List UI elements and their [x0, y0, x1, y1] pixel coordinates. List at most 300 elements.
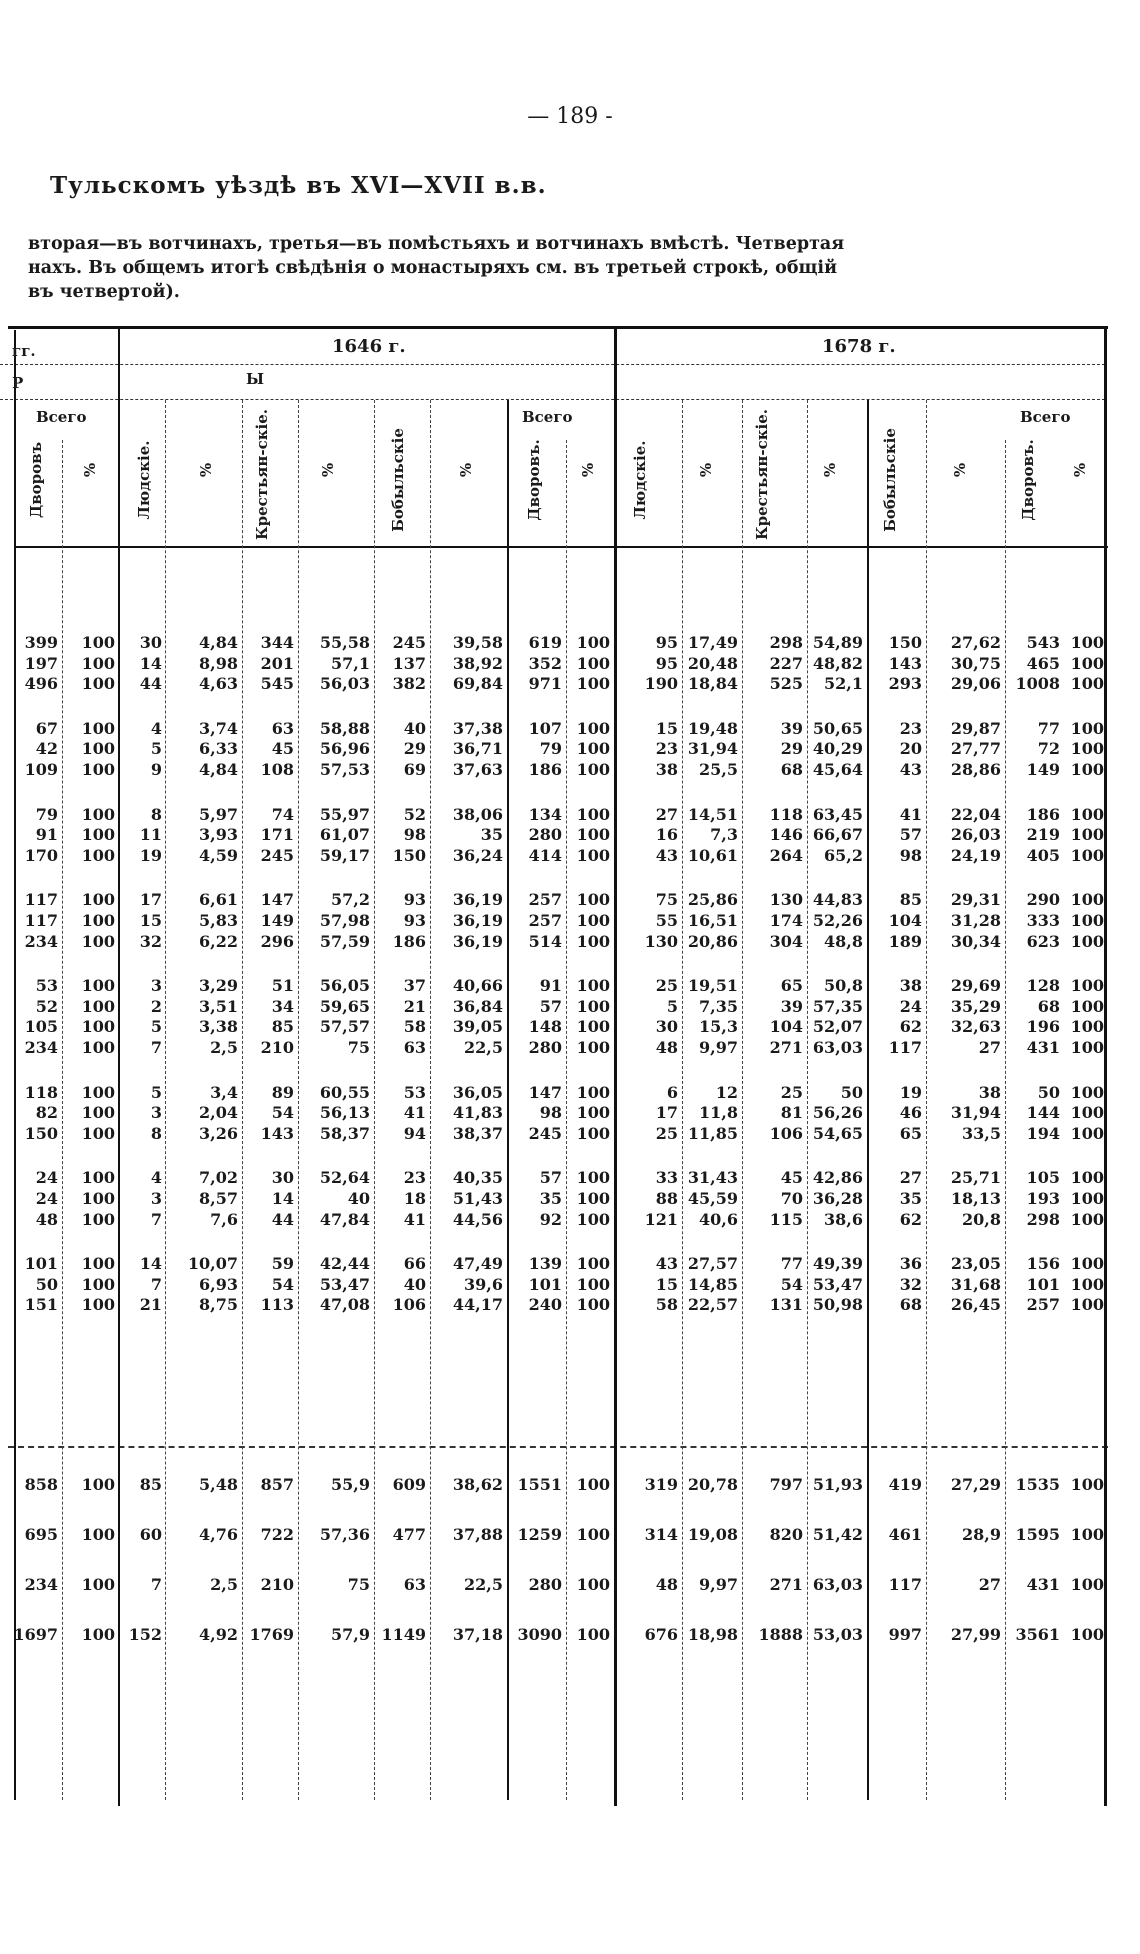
table-cell: 94 — [403, 1123, 426, 1143]
table-cell: 34 — [271, 996, 294, 1016]
year-1678-heading: 1678 г. — [822, 336, 896, 357]
table-cell: 100 — [576, 674, 610, 694]
total-cell: 117 — [888, 1575, 922, 1594]
table-cell: 3,4 — [210, 1082, 238, 1102]
table-cell: 39,6 — [464, 1274, 503, 1294]
table-cell: 11,85 — [687, 1123, 738, 1143]
header-percent: % — [319, 462, 337, 478]
table-cell: 117 — [24, 890, 58, 910]
table-cell: 117 — [888, 1038, 922, 1057]
table-cell: 144 — [1026, 1103, 1060, 1123]
table-cell: 36,05 — [452, 1082, 503, 1102]
table-cell: 100 — [81, 1189, 115, 1208]
table-cell: 290 — [1026, 890, 1060, 910]
table-cell: 55,97 — [319, 804, 370, 824]
table-cell: 20 — [899, 739, 922, 759]
table-cell: 88 — [655, 1189, 678, 1208]
table-cell: 33,5 — [962, 1123, 1001, 1143]
table-cell: 39 — [780, 718, 803, 738]
table-cell: 25 — [655, 1123, 678, 1143]
table-cell: 7,35 — [699, 996, 738, 1016]
table-cell: 23,05 — [950, 1254, 1001, 1274]
table-cell: 100 — [1070, 1017, 1104, 1037]
total-cell: 857 — [260, 1475, 294, 1494]
table-cell: 91 — [35, 825, 58, 845]
table-cell: 100 — [1070, 890, 1104, 910]
table-cell: 100 — [576, 1254, 610, 1274]
table-cell: 53 — [35, 976, 58, 996]
total-cell: 37,88 — [452, 1525, 503, 1544]
header-divider — [0, 364, 1105, 365]
header-r-label: Р — [12, 374, 24, 392]
table-cell: 405 — [1026, 845, 1060, 865]
table-cell: 3,93 — [199, 825, 238, 845]
table-cell: 45,59 — [687, 1189, 738, 1208]
table-cell: 8,57 — [199, 1189, 238, 1208]
total-cell: 280 — [528, 1575, 562, 1594]
table-cell: 11 — [139, 825, 162, 845]
table-cell: 109 — [24, 760, 58, 779]
table-cell: 72 — [1037, 739, 1060, 759]
total-cell: 63 — [403, 1575, 426, 1594]
table-cell: 100 — [576, 976, 610, 996]
table-cell: 6 — [666, 1082, 678, 1102]
table-cell: 7 — [150, 1209, 162, 1229]
total-cell: 51,42 — [812, 1525, 863, 1544]
table-cell: 3,51 — [199, 996, 238, 1016]
table-cell: 57,35 — [812, 996, 863, 1016]
table-cell: 63,03 — [812, 1038, 863, 1057]
table-cell: 51,43 — [452, 1189, 503, 1208]
total-cell: 152 — [128, 1625, 162, 1644]
table-cell: 28,86 — [950, 760, 1001, 779]
total-cell: 695 — [24, 1525, 58, 1544]
header-letter: Ы — [246, 370, 265, 388]
table-cell: 7,02 — [199, 1168, 238, 1188]
total-cell: 38,62 — [452, 1475, 503, 1494]
total-cell: 1769 — [249, 1625, 294, 1644]
table-cell: 146 — [769, 825, 803, 845]
table-cell: 100 — [81, 1038, 115, 1057]
table-cell: 75 — [347, 1038, 370, 1057]
table-cell: 3 — [150, 976, 162, 996]
table-cell: 100 — [81, 1123, 115, 1143]
table-cell: 4,59 — [199, 845, 238, 865]
table-cell: 186 — [1026, 804, 1060, 824]
table-cell: 100 — [1070, 1038, 1104, 1057]
table-cell: 44,17 — [452, 1295, 503, 1315]
table-cell: 100 — [81, 825, 115, 845]
total-cell: 4,92 — [199, 1625, 238, 1644]
table-cell: 106 — [392, 1295, 426, 1315]
table-cell: 22,5 — [464, 1038, 503, 1057]
table-cell: 15,3 — [699, 1017, 738, 1037]
table-cell: 25,5 — [699, 760, 738, 779]
total-cell: 18,98 — [687, 1625, 738, 1644]
table-cell: 57,2 — [331, 890, 370, 910]
total-cell: 7 — [150, 1575, 162, 1594]
table-cell: 42,44 — [319, 1254, 370, 1274]
table-cell: 100 — [1070, 1103, 1104, 1123]
total-cell: 1259 — [517, 1525, 562, 1544]
table-cell: 55 — [655, 911, 678, 930]
total-cell: 1535 — [1015, 1475, 1060, 1494]
table-cell: 36,28 — [812, 1189, 863, 1208]
table-cell: 21 — [139, 1295, 162, 1315]
table-cell: 32 — [899, 1274, 922, 1294]
header-krestyanskie-1678: Крестьян-скіе. — [753, 408, 771, 540]
table-cell: 45 — [780, 1168, 803, 1188]
table-cell: 38,92 — [452, 653, 503, 673]
table-cell: 27 — [655, 804, 678, 824]
table-cell: 31,68 — [950, 1274, 1001, 1294]
table-cell: 100 — [1070, 825, 1104, 845]
table-cell: 37,38 — [452, 718, 503, 738]
page-title: Тульскомъ уѣздѣ въ XVI—XVII в.в. — [50, 172, 547, 199]
table-cell: 36,24 — [452, 845, 503, 865]
table-cell: 22,57 — [687, 1295, 738, 1315]
table-cell: 43 — [655, 845, 678, 865]
table-cell: 53,47 — [319, 1274, 370, 1294]
table-cell: 57,59 — [319, 931, 370, 951]
table-cell: 45 — [271, 739, 294, 759]
table-cell: 100 — [1070, 739, 1104, 759]
table-cell: 100 — [1070, 1082, 1104, 1102]
table-cell: 35 — [899, 1189, 922, 1208]
intro-line: нахъ. Въ общемъ итогѣ свѣдѣнія о монастыряхъ см. въ третьей строкѣ, общій — [28, 258, 838, 278]
table-cell: 39 — [780, 996, 803, 1016]
total-cell: 27,99 — [950, 1625, 1001, 1644]
table-cell: 100 — [81, 911, 115, 930]
table-cell: 57,1 — [331, 653, 370, 673]
table-cell: 36,71 — [452, 739, 503, 759]
table-cell: 100 — [1070, 760, 1104, 779]
header-krestyanskie-1646: Крестьян-скіе. — [253, 408, 271, 540]
table-cell: 32,63 — [950, 1017, 1001, 1037]
table-cell: 33 — [655, 1168, 678, 1188]
total-cell: 3561 — [1015, 1625, 1060, 1644]
table-cell: 75 — [655, 890, 678, 910]
table-cell: 257 — [528, 890, 562, 910]
table-cell: 79 — [35, 804, 58, 824]
table-cell: 30 — [655, 1017, 678, 1037]
table-cell: 100 — [1070, 1209, 1104, 1229]
table-cell: 121 — [644, 1209, 678, 1229]
table-cell: 29,69 — [950, 976, 1001, 996]
total-cell: 22,5 — [464, 1575, 503, 1594]
table-cell: 63 — [403, 1038, 426, 1057]
table-cell: 31,94 — [687, 739, 738, 759]
total-cell: 797 — [769, 1475, 803, 1494]
total-cell: 997 — [888, 1625, 922, 1644]
header-dvorov-1646: Дворовъ. — [525, 439, 543, 521]
total-cell: 477 — [392, 1525, 426, 1544]
table-cell: 52,64 — [319, 1168, 370, 1188]
table-cell: 100 — [81, 633, 115, 652]
table-cell: 47,84 — [319, 1209, 370, 1229]
table-cell: 104 — [769, 1017, 803, 1037]
total-cell: 5,48 — [199, 1475, 238, 1494]
table-cell: 100 — [1070, 674, 1104, 694]
table-cell: 9 — [150, 760, 162, 779]
total-cell: 234 — [24, 1575, 58, 1594]
table-cell: 36,19 — [452, 931, 503, 951]
table-cell: 101 — [1026, 1274, 1060, 1294]
table-cell: 98 — [403, 825, 426, 845]
table-cell: 25 — [655, 976, 678, 996]
table-cell: 91 — [539, 976, 562, 996]
table-cell: 30 — [271, 1168, 294, 1188]
table-cell: 100 — [576, 931, 610, 951]
table-cell: 100 — [576, 1103, 610, 1123]
table-cell: 44 — [271, 1209, 294, 1229]
table-cell: 74 — [271, 804, 294, 824]
total-cell: 85 — [139, 1475, 162, 1494]
table-cell: 293 — [888, 674, 922, 694]
table-cell: 20,8 — [962, 1209, 1001, 1229]
header-dvorov-left: Дворовъ — [27, 441, 45, 519]
table-cell: 48,82 — [812, 653, 863, 673]
total-cell: 9,97 — [699, 1575, 738, 1594]
table-cell: 15 — [655, 1274, 678, 1294]
table-cell: 12 — [715, 1082, 738, 1102]
table-cell: 100 — [81, 739, 115, 759]
table-cell: 65 — [780, 976, 803, 996]
table-cell: 100 — [576, 1209, 610, 1229]
table-cell: 58 — [655, 1295, 678, 1315]
table-cell: 19 — [899, 1082, 922, 1102]
table-cell: 113 — [260, 1295, 294, 1315]
total-cell: 100 — [576, 1525, 610, 1544]
table-cell: 52 — [35, 996, 58, 1016]
table-cell: 6,33 — [199, 739, 238, 759]
table-cell: 100 — [576, 1123, 610, 1143]
table-cell: 210 — [260, 1038, 294, 1057]
table-cell: 68 — [899, 1295, 922, 1315]
table-cell: 45,64 — [812, 760, 863, 779]
table-cell: 46 — [899, 1103, 922, 1123]
table-cell: 82 — [35, 1103, 58, 1123]
table-cell: 382 — [392, 674, 426, 694]
table-cell: 40,35 — [452, 1168, 503, 1188]
table-cell: 100 — [1070, 1254, 1104, 1274]
table-cell: 53,47 — [812, 1274, 863, 1294]
table-cell: 296 — [260, 931, 294, 951]
table-cell: 100 — [1070, 931, 1104, 951]
total-cell: 2,5 — [210, 1575, 238, 1594]
table-cell: 40 — [403, 1274, 426, 1294]
table-cell: 100 — [1070, 1123, 1104, 1143]
table-cell: 174 — [769, 911, 803, 930]
table-cell: 35 — [480, 825, 503, 845]
table-cell: 58,88 — [319, 718, 370, 738]
table-cell: 431 — [1026, 1038, 1060, 1057]
total-cell: 1888 — [758, 1625, 803, 1644]
table-cell: 100 — [81, 996, 115, 1016]
table-cell: 151 — [24, 1295, 58, 1315]
table-cell: 118 — [769, 804, 803, 824]
table-cell: 52,26 — [812, 911, 863, 930]
header-bottom-border — [14, 546, 1108, 548]
table-cell: 100 — [81, 1254, 115, 1274]
table-cell: 27,57 — [687, 1254, 738, 1274]
table-cell: 149 — [1026, 760, 1060, 779]
table-cell: 130 — [769, 890, 803, 910]
table-cell: 10,07 — [187, 1254, 238, 1274]
table-cell: 24 — [899, 996, 922, 1016]
table-cell: 344 — [260, 633, 294, 652]
table-cell: 4,84 — [199, 760, 238, 779]
table-cell: 24,19 — [950, 845, 1001, 865]
table-cell: 106 — [769, 1123, 803, 1143]
table-cell: 56,03 — [319, 674, 370, 694]
table-cell: 57,53 — [319, 760, 370, 779]
table-cell: 26,03 — [950, 825, 1001, 845]
table-cell: 11,8 — [699, 1103, 738, 1123]
table-cell: 36,19 — [452, 890, 503, 910]
table-cell: 143 — [260, 1123, 294, 1143]
table-cell: 31,43 — [687, 1168, 738, 1188]
table-cell: 100 — [1070, 996, 1104, 1016]
table-cell: 62 — [899, 1017, 922, 1037]
table-cell: 66,67 — [812, 825, 863, 845]
table-cell: 619 — [528, 633, 562, 652]
table-cell: 189 — [888, 931, 922, 951]
total-cell: 100 — [1070, 1625, 1104, 1644]
table-cell: 100 — [576, 890, 610, 910]
table-cell: 115 — [769, 1209, 803, 1229]
table-cell: 24 — [35, 1189, 58, 1208]
total-cell: 419 — [888, 1475, 922, 1494]
table-cell: 100 — [1070, 1274, 1104, 1294]
table-cell: 23 — [403, 1168, 426, 1188]
table-cell: 3 — [150, 1103, 162, 1123]
table-cell: 100 — [1070, 976, 1104, 996]
table-cell: 219 — [1026, 825, 1060, 845]
table-cell: 186 — [392, 931, 426, 951]
table-cell: 14 — [139, 1254, 162, 1274]
table-cell: 14,85 — [687, 1274, 738, 1294]
table-cell: 47,08 — [319, 1295, 370, 1315]
total-cell: 48 — [655, 1575, 678, 1594]
table-cell: 128 — [1026, 976, 1060, 996]
table-cell: 95 — [655, 633, 678, 652]
table-cell: 100 — [576, 825, 610, 845]
table-cell: 30,34 — [950, 931, 1001, 951]
table-cell: 42 — [35, 739, 58, 759]
table-cell: 52,07 — [812, 1017, 863, 1037]
table-cell: 304 — [769, 931, 803, 951]
table-cell: 7 — [150, 1038, 162, 1057]
table-cell: 57,98 — [319, 911, 370, 930]
table-cell: 100 — [576, 1038, 610, 1057]
total-cell: 722 — [260, 1525, 294, 1544]
table-cell: 43 — [899, 760, 922, 779]
table-cell: 100 — [81, 931, 115, 951]
table-cell: 36 — [899, 1254, 922, 1274]
table-cell: 93 — [403, 911, 426, 930]
table-cell: 27 — [899, 1168, 922, 1188]
header-vsego-left: Всего — [36, 408, 87, 426]
total-cell: 19,08 — [687, 1525, 738, 1544]
table-cell: 150 — [888, 633, 922, 652]
total-cell: 1697 — [13, 1625, 58, 1644]
table-cell: 333 — [1026, 911, 1060, 930]
table-cell: 100 — [81, 760, 115, 779]
table-cell: 29 — [403, 739, 426, 759]
table-cell: 117 — [24, 911, 58, 930]
total-cell: 3090 — [517, 1625, 562, 1644]
table-cell: 57 — [899, 825, 922, 845]
header-lyudskie-1678: Людскіе. — [631, 440, 649, 520]
table-cell: 98 — [539, 1103, 562, 1123]
table-cell: 100 — [81, 1168, 115, 1188]
table-cell: 92 — [539, 1209, 562, 1229]
table-cell: 65,2 — [824, 845, 863, 865]
table-cell: 20,48 — [687, 653, 738, 673]
table-cell: 100 — [576, 996, 610, 1016]
table-cell: 264 — [769, 845, 803, 865]
header-vsego-1646: Всего — [522, 408, 573, 426]
table-cell: 100 — [576, 1168, 610, 1188]
table-cell: 543 — [1026, 633, 1060, 652]
table-cell: 100 — [1070, 1295, 1104, 1315]
table-cell: 59 — [271, 1254, 294, 1274]
total-cell: 75 — [347, 1575, 370, 1594]
table-cell: 100 — [1070, 718, 1104, 738]
table-cell: 10,61 — [687, 845, 738, 865]
table-cell: 58,37 — [319, 1123, 370, 1143]
table-cell: 79 — [539, 739, 562, 759]
intro-line: въ четвертой). — [28, 282, 180, 302]
total-cell: 100 — [576, 1625, 610, 1644]
table-cell: 17 — [139, 890, 162, 910]
table-cell: 2,5 — [210, 1038, 238, 1057]
table-cell: 43 — [655, 1254, 678, 1274]
table-cell: 52 — [403, 804, 426, 824]
total-cell: 37,18 — [452, 1625, 503, 1644]
table-cell: 89 — [271, 1082, 294, 1102]
table-cell: 3 — [150, 1189, 162, 1208]
table-cell: 100 — [1070, 804, 1104, 824]
header-percent: % — [697, 462, 715, 478]
table-cell: 40,29 — [812, 739, 863, 759]
table-cell: 38 — [978, 1082, 1001, 1102]
table-cell: 56,13 — [319, 1103, 370, 1123]
total-cell: 100 — [81, 1475, 115, 1494]
table-cell: 31,94 — [950, 1103, 1001, 1123]
table-cell: 24 — [35, 1168, 58, 1188]
table-cell: 6,22 — [199, 931, 238, 951]
table-cell: 2,04 — [199, 1103, 238, 1123]
year-1646-heading: 1646 г. — [332, 336, 406, 357]
table-cell: 100 — [576, 718, 610, 738]
table-cell: 41 — [403, 1103, 426, 1123]
table-cell: 14,51 — [687, 804, 738, 824]
table-cell: 21 — [403, 996, 426, 1016]
table-cell: 14 — [139, 653, 162, 673]
table-cell: 68 — [1037, 996, 1060, 1016]
table-cell: 30,75 — [950, 653, 1001, 673]
table-cell: 227 — [769, 653, 803, 673]
total-cell: 271 — [769, 1575, 803, 1594]
table-cell: 101 — [528, 1274, 562, 1294]
table-cell: 57 — [539, 996, 562, 1016]
table-cell: 98 — [899, 845, 922, 865]
total-cell: 100 — [1070, 1575, 1104, 1594]
table-cell: 36,84 — [452, 996, 503, 1016]
table-cell: 18,84 — [687, 674, 738, 694]
